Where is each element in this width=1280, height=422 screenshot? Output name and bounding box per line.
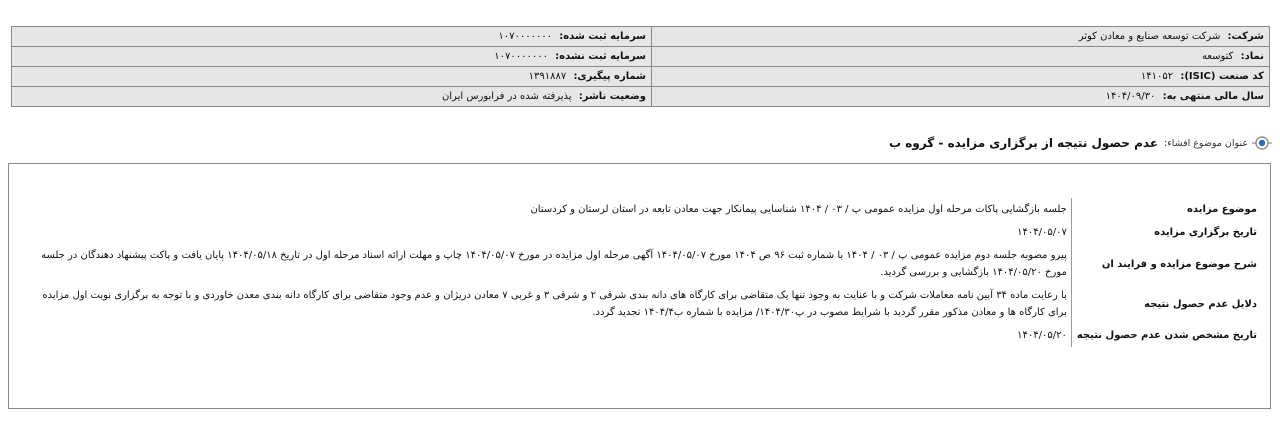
detail-value: ۱۴۰۴/۰۵/۲۰: [1017, 330, 1067, 341]
unregistered-capital-cell: [12, 47, 652, 67]
detail-key: شرح موضوع مزایده و فرایند ان: [1071, 244, 1262, 284]
registered-capital-cell: [12, 27, 652, 47]
detail-value: جلسه بازگشایی پاکات مرحله اول مزایده عمومی پ / ۰۳ / ۱۴۰۴ شناسایی پیمانکار جهت معادن تابعه در استان لرستان و کردستان: [530, 204, 1067, 215]
isic-label: کد صنعت (ISIC):: [1180, 71, 1264, 82]
company-label: شرکت:: [1227, 31, 1264, 42]
company-info-table: [11, 26, 1270, 107]
fiscal-year-label: سال مالی منتهی به:: [1162, 91, 1264, 102]
detail-key: موضوع مزایده: [1071, 198, 1262, 221]
detail-row: [16, 284, 1262, 324]
auction-details-table: [16, 198, 1262, 347]
subject-title: عدم حصول نتیجه از برگزاری مزایده - گروه ب: [889, 136, 1159, 150]
detail-row: [16, 324, 1262, 347]
details-panel: [8, 163, 1271, 409]
unregistered-capital-value: ۱۰۷۰۰۰۰۰۰۰: [494, 51, 548, 62]
tracking-label: شماره پیگیری:: [573, 71, 646, 82]
target-bullet-icon: [1252, 133, 1272, 153]
publisher-status-label: وضعیت ناشر:: [578, 91, 646, 102]
registered-capital-value: ۱۰۷۰۰۰۰۰۰۰: [498, 31, 553, 42]
info-row: [12, 67, 1270, 87]
symbol-label: نماد:: [1240, 51, 1264, 62]
info-row: [12, 87, 1270, 107]
detail-key: تاریخ برگزاری مزایده: [1071, 221, 1262, 244]
symbol-value: کتوسعه: [1201, 51, 1234, 62]
isic-cell: [652, 67, 1270, 87]
detail-row: [16, 244, 1262, 284]
detail-value: پیرو مصوبه جلسه دوم مزایده عمومی پ / ۰۳ / ۱۴۰۴ با شماره ثبت ۹۶ ص ۱۴۰۴ مورخ ۱۴۰۴/۰۵/۰۷ آگهی مرحله اول مزایده در مورخ ۱۴۰۴/۰۵/۰۷ چاپ و مهلت ارائه اسناد مرحله اول در تاریخ ۱۴۰۴/۰۵/۱۸ پایان یافت و پاکت پیشنهاد دهندگان در جلسه مورخ ۱۴۰۴/۰۵/۲۰ بازگشایی و بررسی گردید.: [41, 250, 1067, 278]
symbol-cell: [652, 47, 1270, 67]
detail-value: ۱۴۰۴/۰۵/۰۷: [1017, 227, 1067, 238]
info-row: [12, 47, 1270, 67]
fiscal-year-cell: [652, 87, 1270, 107]
detail-row: [16, 221, 1262, 244]
publisher-status-value: پذیرفته شده در فرابورس ایران: [441, 91, 572, 102]
detail-key: دلایل عدم حصول نتیجه: [1071, 284, 1262, 324]
company-value: شرکت توسعه صنایع و معادن کوثر: [1078, 31, 1221, 42]
tracking-cell: [12, 67, 652, 87]
detail-value: با رعایت ماده ۳۴ آیین نامه معاملات شرکت و با عنایت به وجود تنها یک متقاضی برای کارگاه های دانه بندی شرقی ۲ و شرقی ۳ و غربی ۷ معادن دریژان و عدم وجود متقاضی برای کارگاه دانه بندی معدن خاوردی و با توجه به برگزاری نوبت اول مزایده برای کارگاه ها و معادن مذکور مقرر گردید با شرایط مصوب در پ۱۴۰۴/۳۰/ مزایده با شماره ب۱۴۰۴/۴ تجدید گردد.: [42, 290, 1067, 318]
registered-capital-label: سرمایه ثبت شده:: [559, 31, 646, 42]
unregistered-capital-label: سرمایه ثبت نشده:: [555, 51, 646, 62]
fiscal-year-value: ۱۴۰۴/۰۹/۳۰: [1105, 91, 1156, 102]
publisher-status-cell: [12, 87, 652, 107]
subject-label: عنوان موضوع افشاء:: [1164, 137, 1248, 149]
detail-row: [16, 198, 1262, 221]
detail-key: تاریخ مشخص شدن عدم حصول نتیجه: [1071, 324, 1262, 347]
info-row: [12, 27, 1270, 47]
disclosure-subject: [889, 133, 1272, 153]
tracking-value: ۱۳۹۱۸۸۷: [528, 71, 567, 82]
company-cell: [652, 27, 1270, 47]
isic-value: ۱۴۱۰۵۲: [1140, 71, 1174, 82]
